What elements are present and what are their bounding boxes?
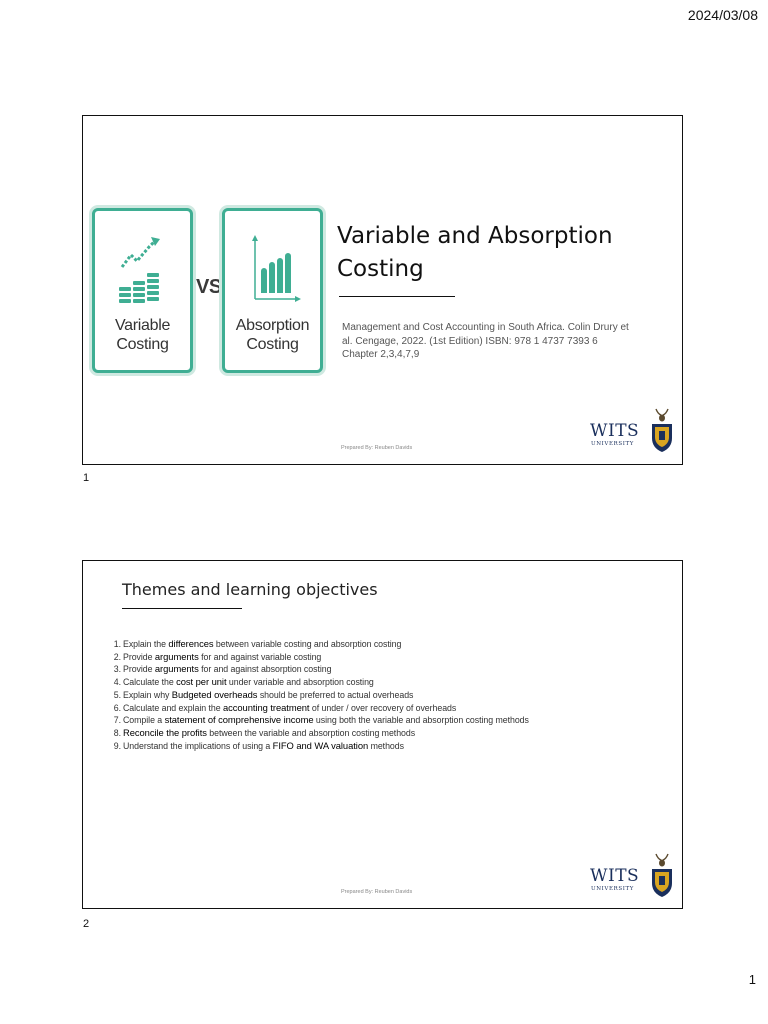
prepared-by: Prepared By: Reuben Davids	[341, 889, 413, 895]
list-item	[103, 676, 529, 689]
list-item	[103, 663, 529, 676]
item-text: should be preferred to actual overheads	[257, 689, 414, 700]
item-number: 1.	[113, 639, 121, 649]
logo-sub: UNIVERSITY	[591, 441, 634, 447]
item-text: using both the variable and absorption costing methods	[313, 715, 529, 726]
item-number: 6.	[113, 702, 121, 713]
wits-crest-icon	[650, 851, 674, 899]
item-text: of under / over recovery of overheads	[309, 702, 457, 713]
slide-1	[82, 115, 683, 465]
item-highlight: statement of comprehensive income	[164, 714, 314, 726]
title-underline	[339, 296, 455, 297]
reference-line1: Management and Cost Accounting in South Africa. Colin Drury et	[342, 322, 629, 333]
item-text: between variable costing and absorption costing	[213, 639, 402, 649]
item-text: Calculate and explain the	[123, 702, 223, 713]
wits-crest-icon	[650, 406, 674, 454]
list-item	[103, 740, 529, 753]
variable-costing-label	[95, 316, 190, 354]
absorption-costing-tile	[222, 208, 323, 373]
slide-1-number: 1	[83, 472, 90, 484]
item-number: 3.	[113, 664, 121, 675]
item-number: 4.	[113, 677, 121, 688]
item-highlight: arguments	[154, 663, 199, 675]
absorption-label-line1: Absorption	[235, 317, 310, 334]
item-text: Explain why	[123, 689, 172, 700]
item-number: 7.	[113, 715, 121, 726]
item-highlight: FIFO and WA valuation	[272, 739, 369, 751]
absorption-label-line2: Costing	[246, 336, 299, 353]
list-item	[103, 651, 529, 664]
list-item	[103, 702, 529, 715]
list-item	[103, 714, 529, 727]
slide-title-line2: Costing	[337, 256, 424, 282]
variable-label-line2: Costing	[116, 336, 169, 353]
vs-text: VS	[196, 276, 222, 298]
item-text: Compile a	[123, 715, 165, 726]
logo-name: WITS	[590, 421, 640, 441]
item-number: 5.	[113, 689, 121, 700]
reference-text	[342, 321, 632, 362]
wits-logo	[590, 851, 674, 901]
item-number: 2.	[113, 651, 121, 662]
list-item	[103, 727, 529, 740]
item-text: Explain the	[123, 639, 169, 649]
logo-sub: UNIVERSITY	[591, 886, 634, 892]
list-item	[103, 689, 529, 702]
item-text: for and against absorption costing	[198, 664, 332, 675]
item-text: between the variable and absorption costing methods	[206, 727, 416, 738]
item-highlight: Reconcile the profits	[123, 726, 207, 738]
variable-label-line1: Variable	[114, 317, 171, 334]
reference-line3: Chapter 2,3,4,7,9	[342, 349, 420, 360]
list-item	[103, 638, 529, 651]
item-number: 9.	[113, 740, 121, 751]
slide-title-line1: Variable and Absorption	[337, 223, 613, 249]
absorption-costing-label	[225, 316, 320, 354]
print-date: 2024/03/08	[687, 7, 758, 23]
item-text: under variable and absorption costing	[226, 677, 374, 688]
item-text: Understand the implications of using a	[123, 740, 273, 751]
reference-line2: al. Cengage, 2022. (1st Edition) ISBN: 978 1 4737 7393 6	[342, 335, 598, 347]
variable-costing-tile	[92, 208, 193, 373]
item-text: Provide	[123, 651, 155, 662]
slide-2-number: 2	[83, 918, 90, 930]
item-text: methods	[368, 740, 404, 751]
slide-2	[82, 560, 683, 909]
slide-2-title-underline	[122, 608, 242, 609]
logo-name: WITS	[590, 866, 640, 886]
item-text: for and against variable costing	[198, 651, 322, 662]
item-highlight: Budgeted overheads	[171, 688, 258, 700]
item-text: Calculate the	[123, 677, 177, 688]
item-highlight: accounting treatment	[222, 701, 310, 713]
slide-2-title: Themes and learning objectives	[122, 580, 378, 599]
prepared-by: Prepared By: Reuben Davids	[341, 445, 413, 451]
slide-title	[337, 220, 657, 286]
item-highlight: arguments	[154, 650, 199, 662]
wits-logo	[590, 406, 674, 456]
objectives-list	[103, 638, 529, 752]
page-number: 1	[748, 972, 756, 987]
item-highlight: cost per unit	[176, 676, 227, 688]
item-number: 8.	[113, 727, 121, 738]
item-highlight: differences	[168, 638, 214, 649]
item-text: Provide	[123, 664, 155, 675]
